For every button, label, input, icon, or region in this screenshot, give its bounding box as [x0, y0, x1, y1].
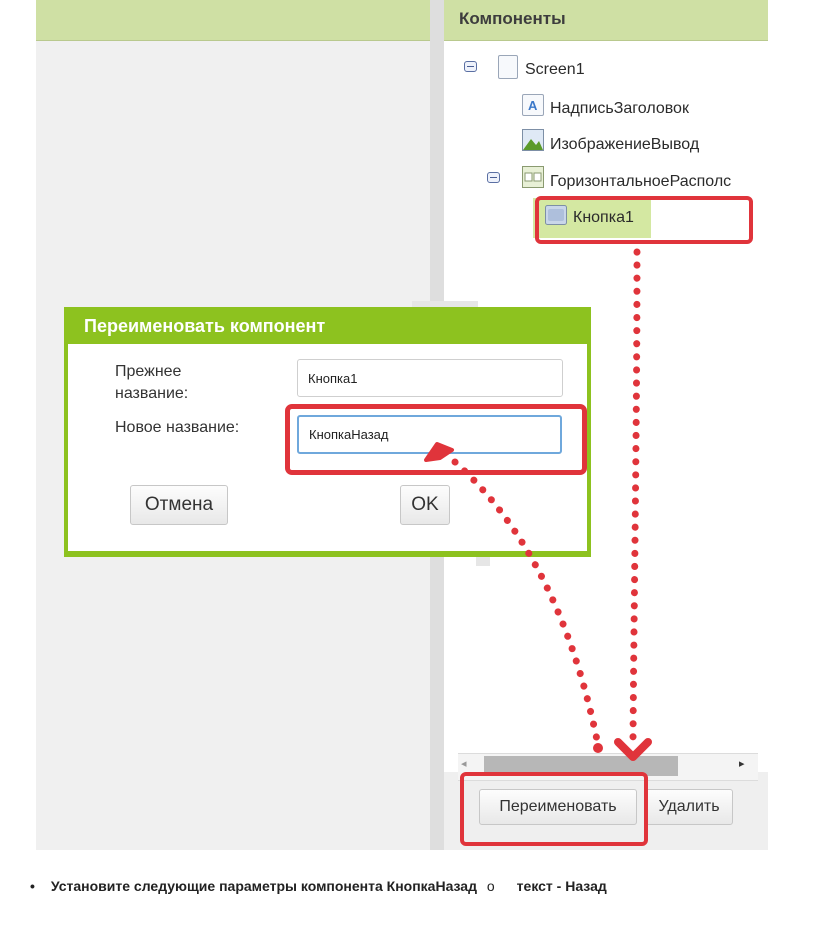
- arrowhead-vertical: [618, 742, 648, 757]
- rename-button[interactable]: Переименовать: [479, 789, 637, 825]
- tree-item-button1[interactable]: Кнопка1: [573, 209, 634, 226]
- arrow-dots-vertical: [633, 252, 637, 740]
- components-title: Компоненты: [459, 9, 566, 28]
- dialog-title: Переименовать компонент: [84, 316, 326, 336]
- tree-item-screen1[interactable]: Screen1: [525, 61, 585, 78]
- sub-bullet-marker: o: [486, 878, 495, 894]
- bullet-marker: •: [30, 878, 35, 894]
- ok-button[interactable]: OK: [400, 485, 450, 525]
- delete-button[interactable]: Удалить: [645, 789, 733, 825]
- tree-item-image[interactable]: ИзображениеВывод: [550, 136, 700, 153]
- new-name-label: Новое название:: [115, 419, 240, 436]
- arrow-end-dot: [593, 743, 603, 753]
- scroll-right-arrow-icon[interactable]: ▸: [739, 758, 745, 770]
- instruction-caption: [30, 878, 607, 894]
- tree-item-label[interactable]: НадписьЗаголовок: [550, 100, 689, 117]
- cancel-button[interactable]: Отмена: [130, 485, 228, 525]
- old-name-label: Прежнее название:: [115, 363, 189, 402]
- scroll-left-arrow-icon[interactable]: ◂: [461, 758, 467, 770]
- arrow-tail-hook: [426, 444, 452, 460]
- svg-text:A: A: [528, 98, 538, 113]
- arrow-dots-diagonal: [455, 462, 597, 740]
- caption-text: Установите следующие параметры компонента КнопкаНазад: [50, 878, 477, 894]
- caption-param: текст - Назад: [516, 878, 607, 894]
- tree-item-arrangement[interactable]: ГоризонтальноеРасполс: [550, 173, 732, 190]
